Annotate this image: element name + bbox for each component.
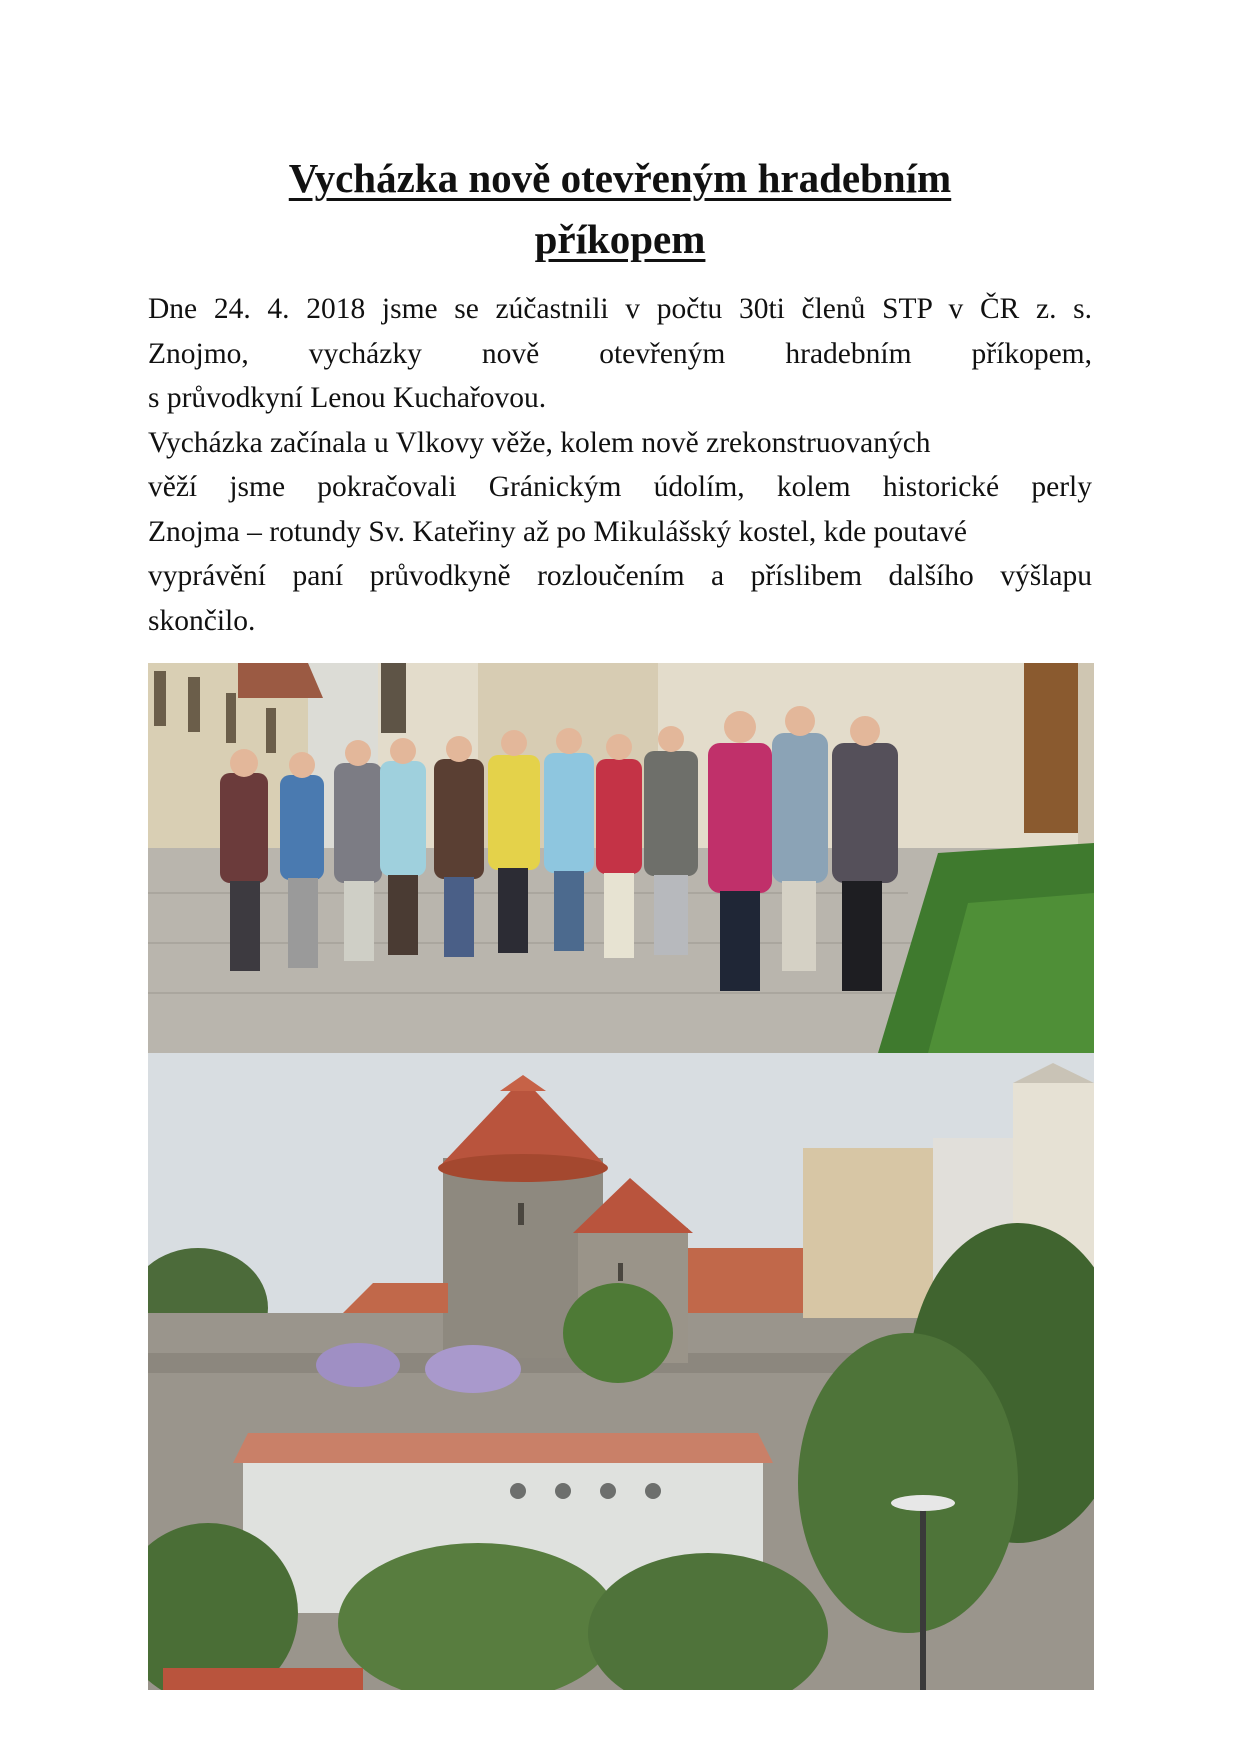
paragraph-1-line-1: Dne 24. 4. 2018 jsme se zúčastnili v počtu 30ti členů STP v ČR z. s. (148, 293, 1092, 325)
group-photo (148, 663, 1094, 1053)
document-title (148, 148, 1092, 270)
paragraph-2-line-5: skončilo. (148, 604, 256, 637)
paragraph-2-line-3: Znojma – rotundy Sv. Kateřiny až po Mikulášský kostel, kde poutavé (148, 515, 968, 548)
paragraph-2-line-4: vyprávění paní průvodkyně rozloučením a příslibem dalšího výšlapu (148, 560, 1092, 592)
paragraph-1-line-2: Znojmo, vycházky nově otevřeným hradebním příkopem, (148, 337, 1092, 370)
rotunda-photo-image (148, 1053, 1094, 1690)
rotunda-photo (148, 1053, 1094, 1690)
paragraph-2 (148, 421, 1092, 644)
paragraph-1 (148, 287, 1092, 421)
title-line-2: příkopem (534, 216, 706, 262)
paragraph-1-line-3: s průvodkyní Lenou Kuchařovou. (148, 382, 547, 414)
title-line-1: Vycházka nově otevřeným hradebním (288, 155, 952, 201)
paragraph-2-line-1: Vycházka začínala u Vlkovy věže, kolem nově zrekonstruovaných (148, 426, 931, 459)
article-body (148, 287, 1092, 643)
group-photo-image (148, 663, 1094, 1053)
paragraph-2-line-2: věží jsme pokračovali Gránickým údolím, kolem historické perly (148, 471, 1092, 503)
